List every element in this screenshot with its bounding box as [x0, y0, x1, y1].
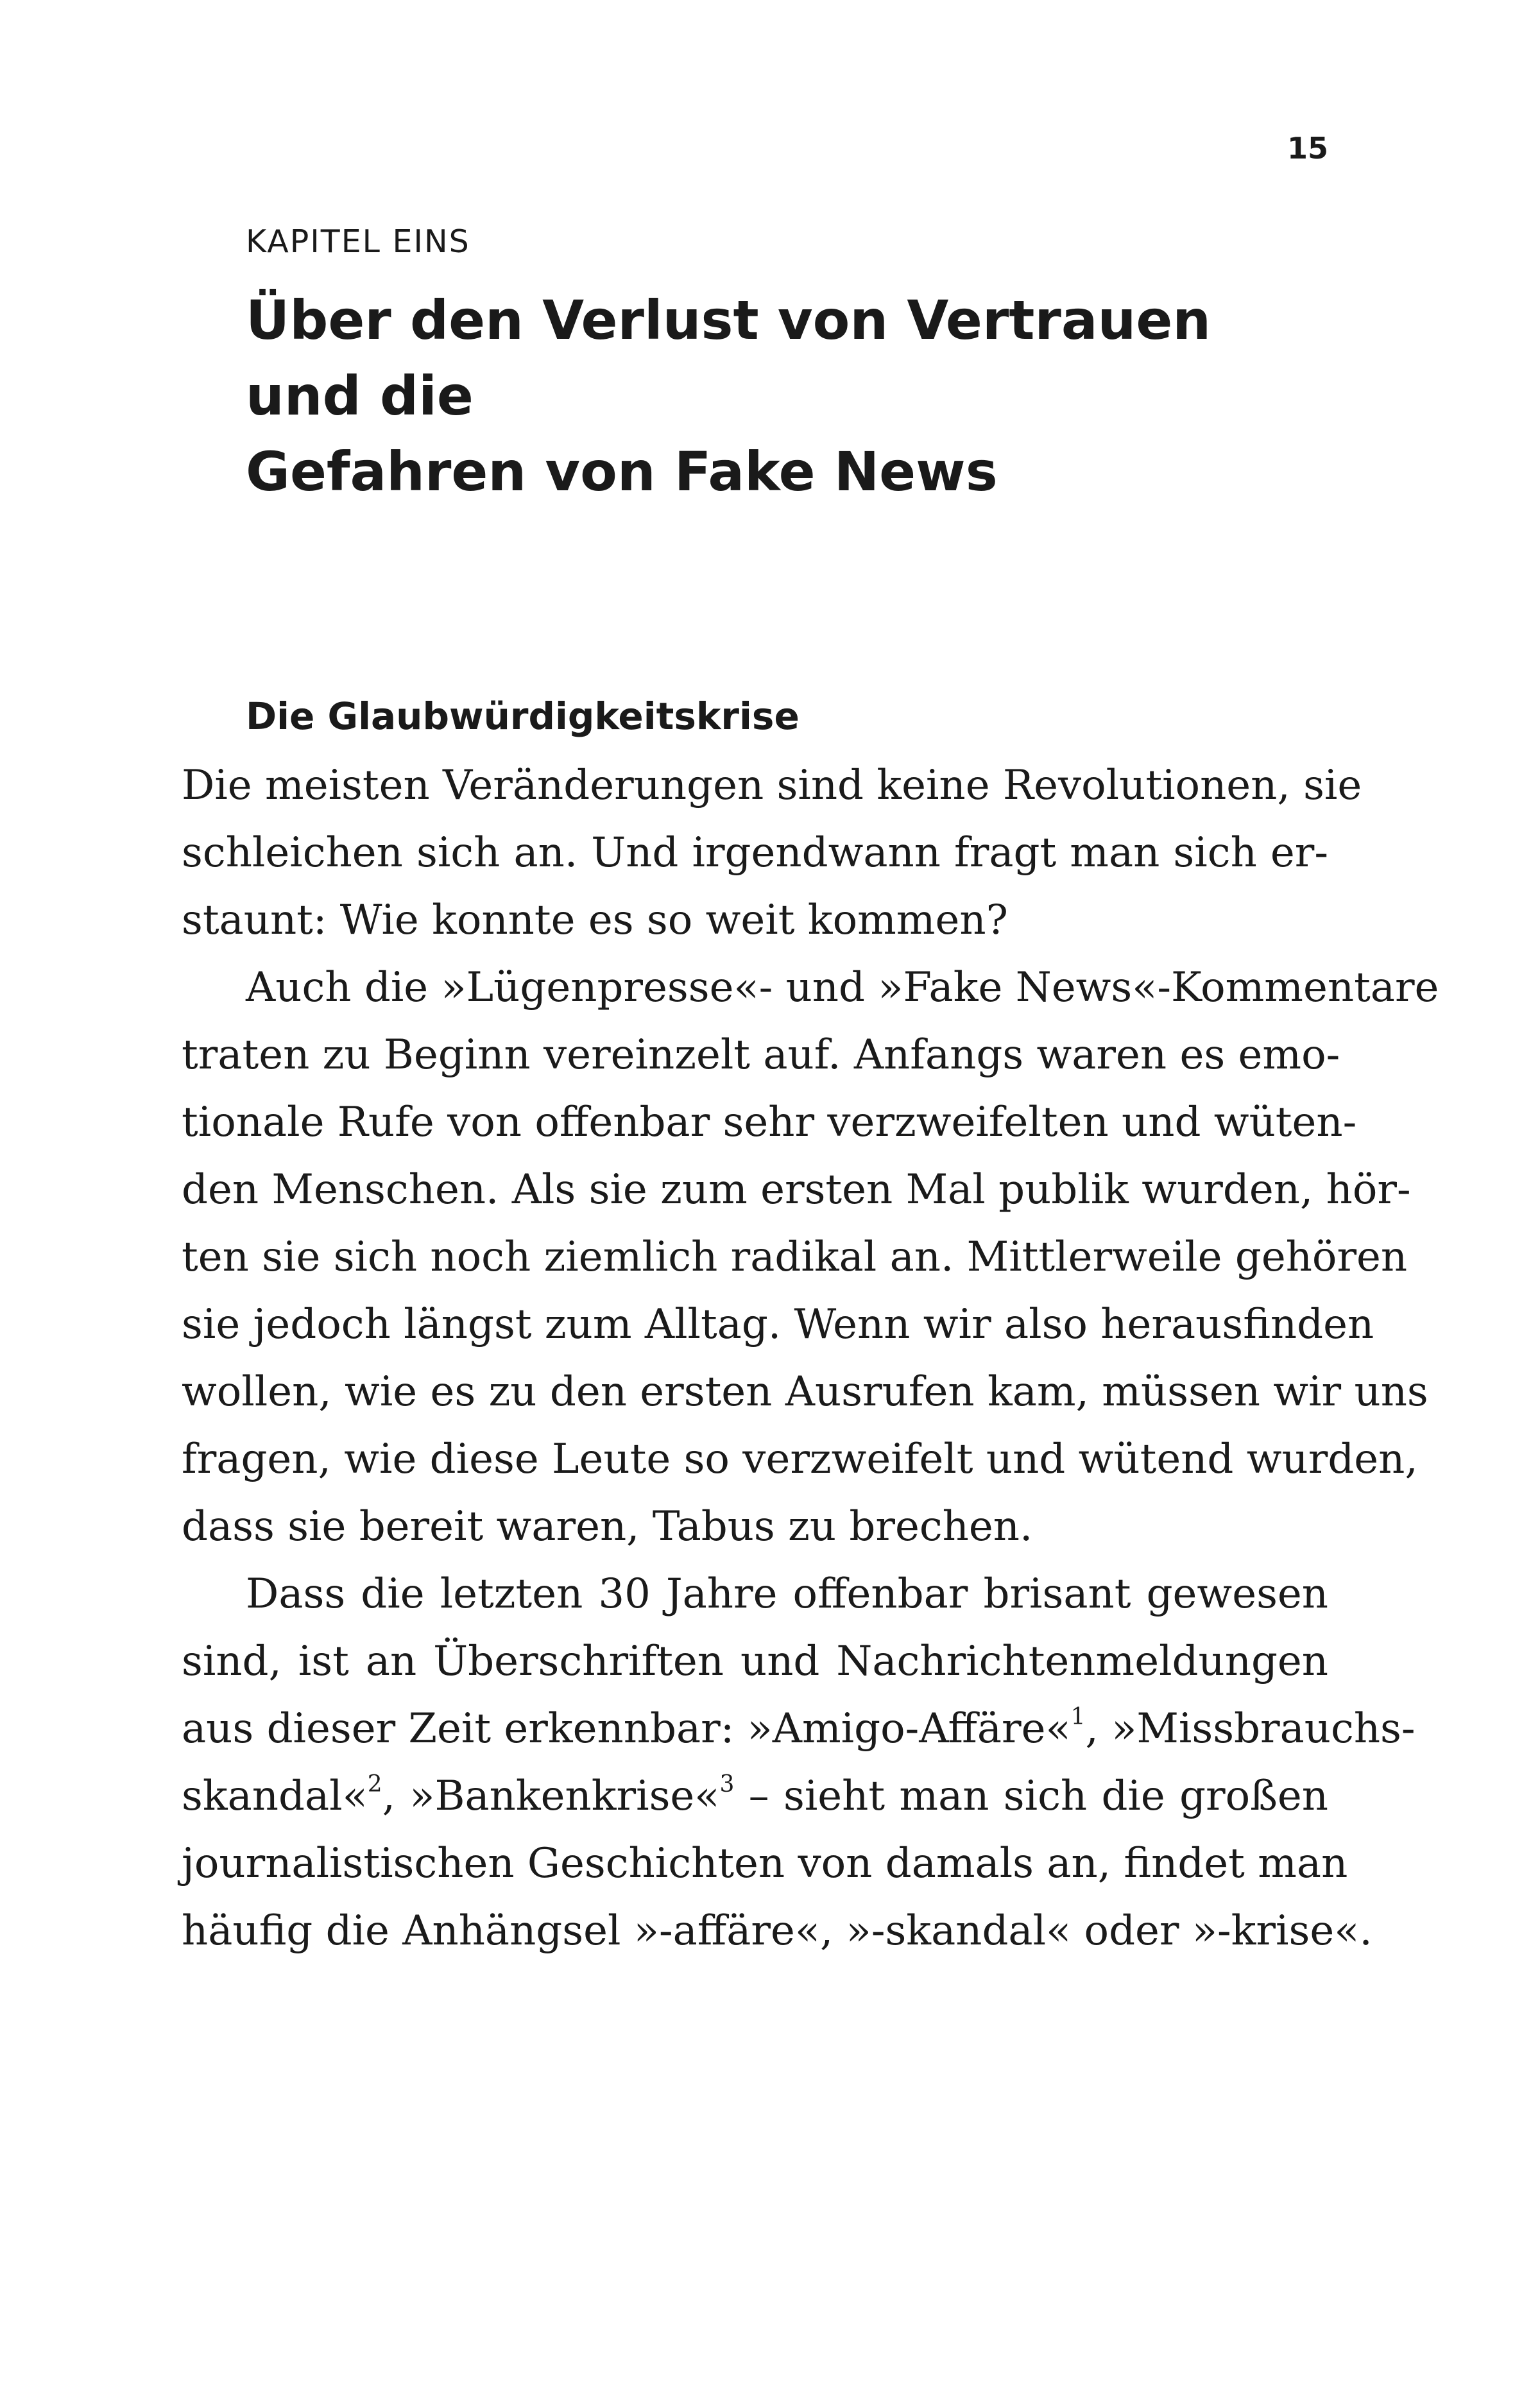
text-line: traten zu Beginn vereinzelt auf. Anfangs waren es emo- — [182, 1031, 1340, 1079]
paragraph — [182, 1561, 1416, 1965]
section-heading: Die Glaubwürdigkeitskrise — [246, 694, 800, 738]
text-line: schleichen sich an. Und irgendwann fragt man sich er- — [182, 829, 1328, 877]
text-line: tionale Rufe von offenbar sehr verzweifelten und wüten- — [182, 1099, 1357, 1146]
text-line: ten sie sich noch ziemlich radikal an. Mittlerweile gehören — [182, 1233, 1408, 1281]
text-line — [182, 1695, 1416, 1763]
text-line: den Menschen. Als sie zum ersten Mal publik wurden, hör- — [182, 1166, 1411, 1214]
paragraph — [182, 752, 1362, 954]
text-line: sie jedoch längst zum Alltag. Wenn wir also herausfinden — [182, 1301, 1374, 1348]
text-line: fragen, wie diese Leute so verzweifelt und wütend wurden, — [182, 1436, 1418, 1483]
chapter-title — [246, 282, 1337, 510]
paragraph — [182, 954, 1439, 1561]
text-line: wollen, wie es zu den ersten Ausrufen kam, müssen wir uns — [182, 1368, 1428, 1416]
page-number: 15 — [1287, 131, 1328, 166]
footnote-ref-2[interactable]: 2 — [367, 1771, 382, 1797]
text-line: Die meisten Veränderungen sind keine Revolutionen, sie — [182, 762, 1362, 809]
text-line: staunt: Wie konnte es so weit kommen? — [182, 896, 1008, 944]
footnote-ref-3[interactable]: 3 — [719, 1771, 735, 1797]
text-line: sind, ist an Überschriften und Nachrichtenmeldungen — [182, 1638, 1328, 1685]
text-line: Auch die »Lügenpresse«- und »Fake News«-Kommentare — [246, 964, 1439, 1011]
text-fragment: aus dieser Zeit erkennbar: »Amigo-Affäre« — [182, 1705, 1071, 1753]
text-fragment: – sieht man sich die großen — [734, 1772, 1329, 1820]
text-line: häufig die Anhängsel »-affäre«, »-skandal« oder »-krise«. — [182, 1907, 1373, 1955]
chapter-title-line-1: Über den Verlust von Vertrauen und die — [246, 289, 1211, 427]
text-fragment: , »Bankenkrise« — [382, 1772, 720, 1820]
chapter-title-line-2: Gefahren von Fake News — [246, 440, 998, 503]
text-line: Dass die letzten 30 Jahre offenbar brisant gewesen — [246, 1570, 1328, 1618]
text-line: dass sie bereit waren, Tabus zu brechen. — [182, 1503, 1033, 1550]
text-line: journalistischen Geschichten von damals an, findet man — [182, 1840, 1348, 1887]
text-fragment: skandal« — [182, 1772, 368, 1820]
body-text — [182, 752, 1439, 1965]
chapter-label: KAPITEL EINS — [246, 223, 470, 260]
text-fragment: , »Missbrauchs- — [1085, 1705, 1416, 1753]
text-line — [182, 1763, 1328, 1830]
footnote-ref-1[interactable]: 1 — [1070, 1704, 1086, 1730]
